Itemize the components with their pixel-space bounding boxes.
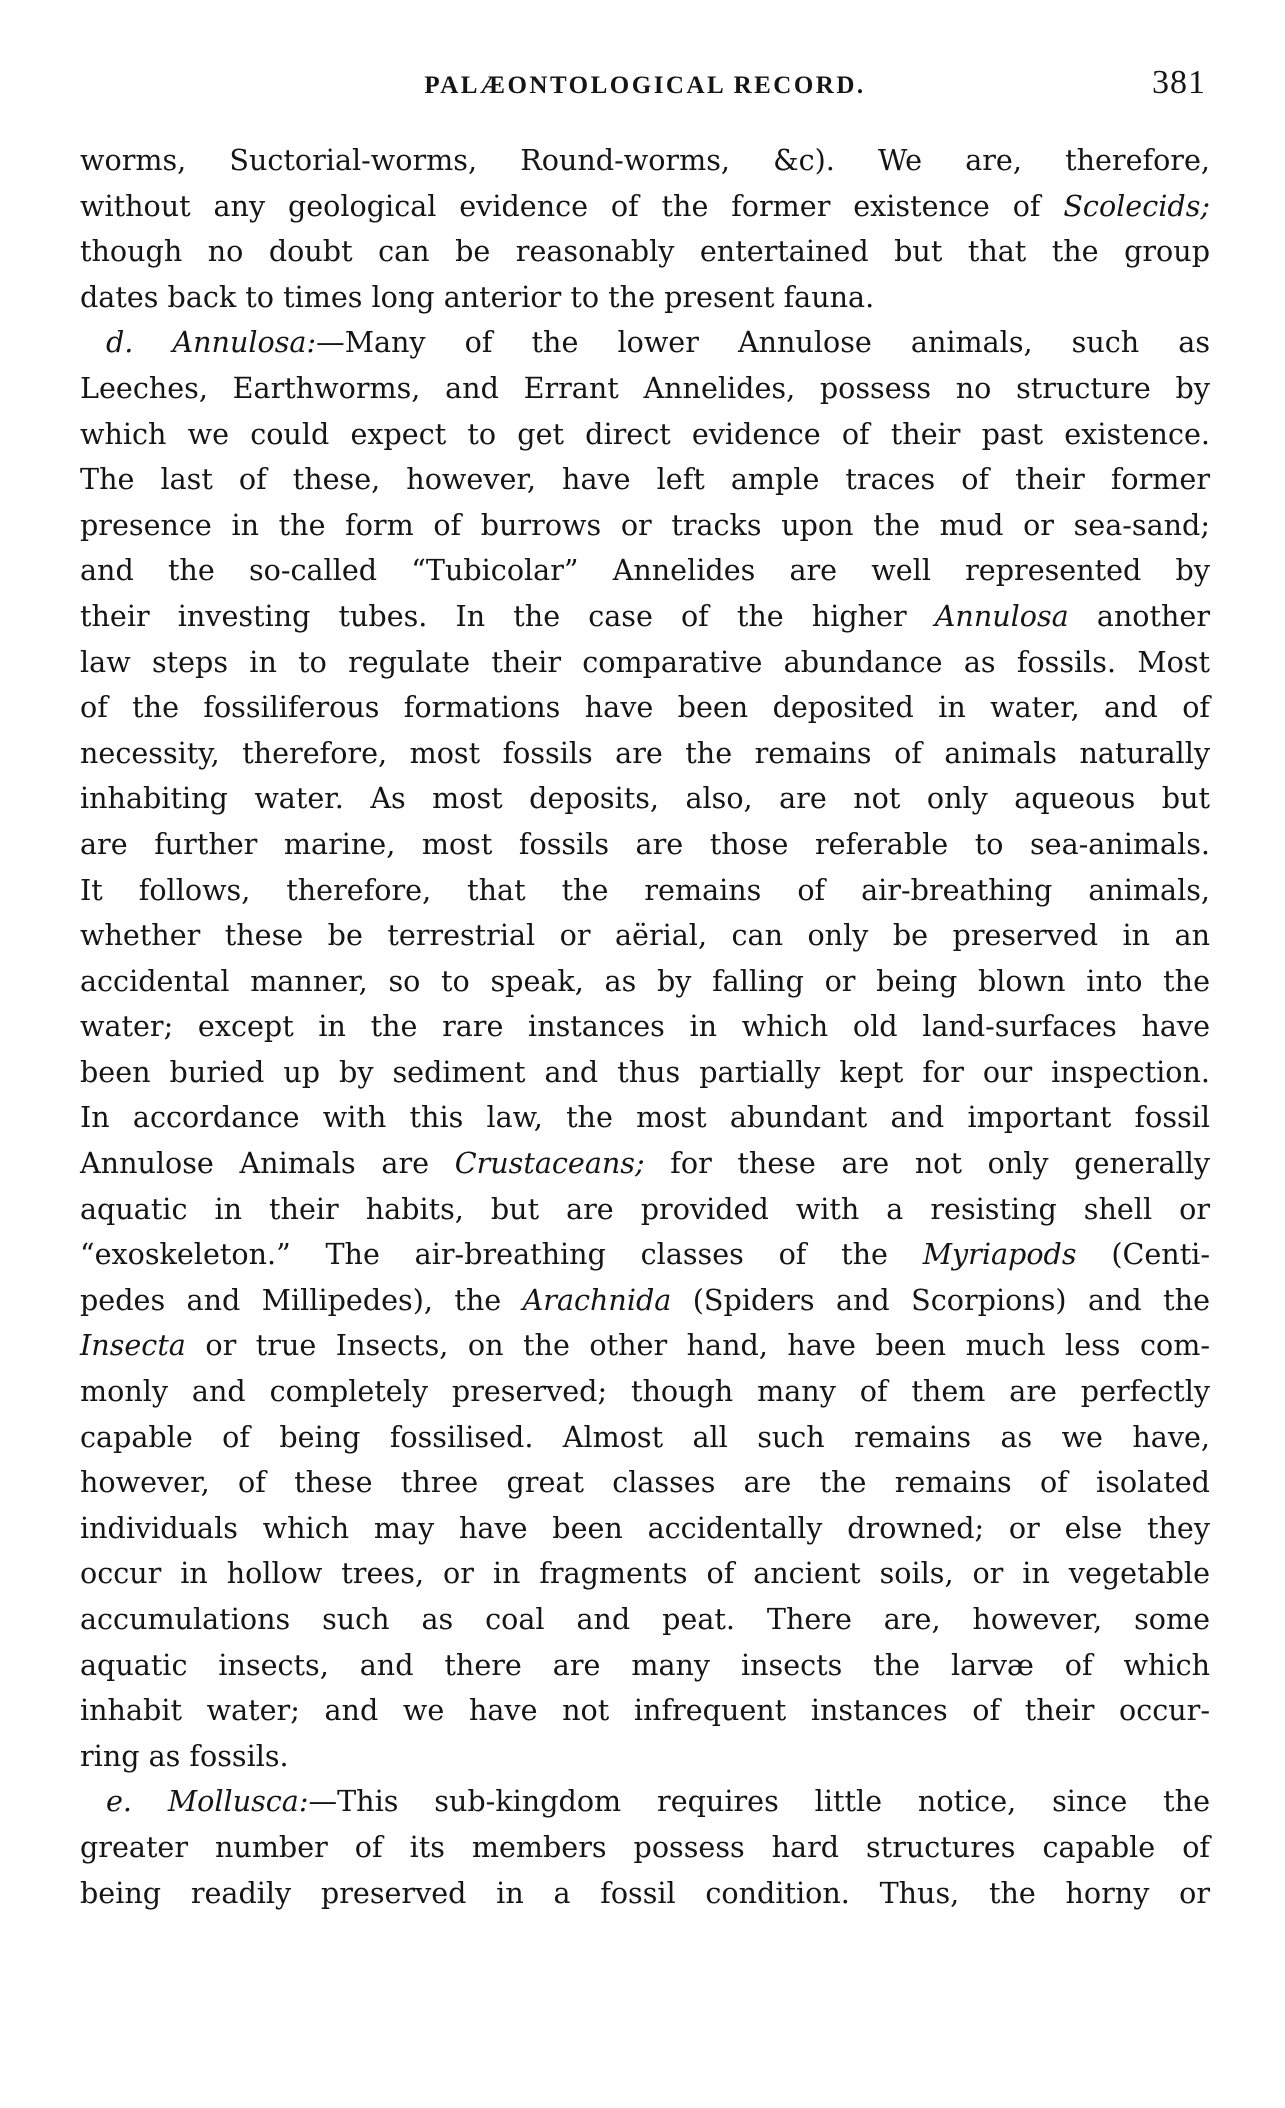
book-page (80, 0, 1210, 2108)
text-line: of the fossiliferous formations have been deposited in water, and of (80, 690, 1210, 725)
text-line: which we could expect to get direct evidence of their past existence. (80, 416, 1210, 451)
text-line: without any geological evidence of the former existence of Scolecids; (80, 188, 1210, 223)
text-line: whether these be terrestrial or aërial, can only be preserved in an (80, 918, 1210, 953)
text-line: accumulations such as coal and peat. There are, however, some (80, 1602, 1210, 1636)
text-line: occur in hollow trees, or in fragments of ancient soils, or in vegetable (80, 1556, 1210, 1591)
text-line: worms, Suctorial-worms, Round-worms, &c). We are, therefore, (80, 143, 1210, 177)
body-text (80, 138, 1210, 1916)
text-line: are further marine, most fossils are those referable to sea-animals. (80, 826, 1210, 861)
text-line: necessity, therefore, most fossils are the remains of animals naturally (80, 735, 1210, 770)
text-line: It follows, therefore, that the remains of air-breathing animals, (80, 872, 1210, 907)
text-line: capable of being fossilised. Almost all such remains as we have, (80, 1419, 1210, 1454)
text-line: individuals which may have been accidentally drowned; or else they (80, 1510, 1210, 1545)
text-line: ring as fossils. (80, 1738, 289, 1773)
text-line: law steps in to regulate their comparative abundance as fossils. Most (80, 644, 1210, 679)
text-line: dates back to times long anterior to the present fauna. (80, 279, 875, 314)
text-line: aquatic in their habits, but are provided with a resisting shell or (80, 1191, 1210, 1226)
text-line: monly and completely preserved; though many of them are perfectly (80, 1374, 1210, 1409)
text-line: The last of these, however, have left ample traces of their former (80, 462, 1210, 497)
section-heading: e. Mollusca: (106, 1784, 309, 1819)
text-line: inhabiting water. As most deposits, also, are not only aqueous but (80, 781, 1210, 816)
text-line: Insecta or true Insects, on the other hand, have been much less com- (80, 1328, 1210, 1363)
text-line: their investing tubes. In the case of the higher Annulosa another (80, 598, 1211, 633)
text-line: water; except in the rare instances in which old land-surfaces have (80, 1009, 1210, 1044)
text-line: been buried up by sediment and thus partially kept for our inspection. (80, 1054, 1210, 1089)
text-line: presence in the form of burrows or tracks upon the mud or sea-sand; (80, 507, 1210, 542)
text-line: accidental manner, so to speak, as by falling or being blown into the (80, 963, 1210, 998)
text-line: inhabit water; and we have not infrequent instances of their occur- (80, 1693, 1210, 1728)
text-line: pedes and Millipedes), the Arachnida (Spiders and Scorpions) and the (80, 1282, 1210, 1317)
section-heading-line: e. Mollusca:—This sub-kingdom requires little notice, since the (106, 1784, 1210, 1819)
text-line: however, of these three great classes are the remains of isolated (80, 1465, 1210, 1500)
text-line: being readily preserved in a fossil condition. Thus, the horny or (80, 1875, 1210, 1910)
page-number: 381 (1152, 64, 1206, 101)
text-line: though no doubt can be reasonably entertained but that the group (80, 234, 1210, 269)
running-title: PALÆONTOLOGICAL RECORD. (424, 72, 866, 99)
text-line: aquatic insects, and there are many insects the larvæ of which (80, 1647, 1210, 1682)
text-line: and the so-called “Tubicolar” Annelides are well represented by (80, 553, 1210, 588)
section-heading-line: d. Annulosa:—Many of the lower Annulose animals, such as (106, 325, 1210, 360)
section-heading: d. Annulosa: (106, 325, 317, 360)
running-head (80, 64, 1210, 112)
text-line: “exoskeleton.” The air-breathing classes of the Myriapods (Centi- (80, 1237, 1210, 1272)
text-line: In accordance with this law, the most abundant and important fossil (80, 1100, 1210, 1135)
text-line: Annulose Animals are Crustaceans; for these are not only generally (80, 1146, 1210, 1181)
text-line: greater number of its members possess hard structures capable of (80, 1829, 1210, 1864)
text-line: Leeches, Earthworms, and Errant Annelides, possess no structure by (80, 370, 1210, 405)
